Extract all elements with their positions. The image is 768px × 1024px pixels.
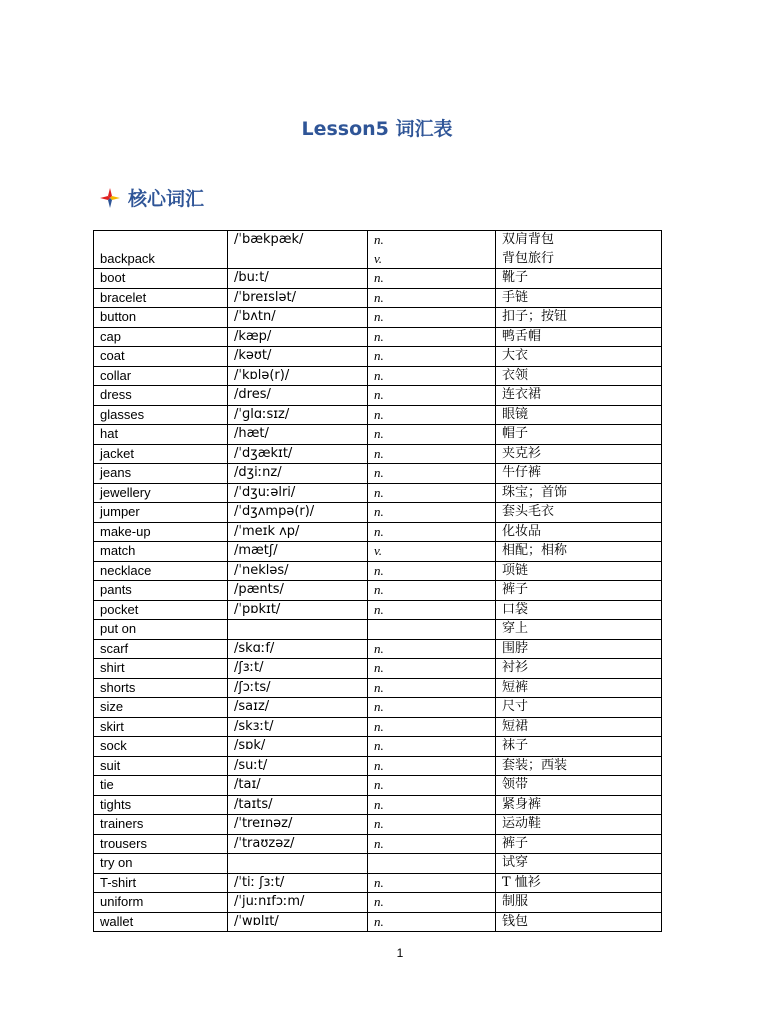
word-cell: pocket xyxy=(94,600,228,620)
part-of-speech-cell-line: n. xyxy=(374,679,384,695)
meaning-cell xyxy=(496,444,662,464)
table-row xyxy=(94,659,662,679)
ipa-cell-line: /taɪ/ xyxy=(234,777,261,792)
ipa-cell-line: /hæt/ xyxy=(234,426,269,441)
table-row xyxy=(94,347,662,367)
ipa-cell xyxy=(228,405,368,425)
part-of-speech-cell xyxy=(368,503,496,523)
table-row xyxy=(94,698,662,718)
meaning-cell xyxy=(496,600,662,620)
word-cell: skirt xyxy=(94,717,228,737)
meaning-cell-line: 手链 xyxy=(502,289,529,305)
part-of-speech-cell xyxy=(368,776,496,796)
table-row xyxy=(94,737,662,757)
ipa-cell xyxy=(228,542,368,562)
ipa-cell xyxy=(228,698,368,718)
ipa-cell-line: /dres/ xyxy=(234,387,271,402)
meaning-cell xyxy=(496,893,662,913)
meaning-cell xyxy=(496,561,662,581)
meaning-cell xyxy=(496,639,662,659)
part-of-speech-cell xyxy=(368,639,496,659)
meaning-cell xyxy=(496,425,662,445)
meaning-cell-line: 靴子 xyxy=(502,270,529,285)
ipa-cell-line: /ˈjuːnɪfɔːm/ xyxy=(234,894,305,909)
ipa-cell xyxy=(228,912,368,932)
ipa-cell xyxy=(228,231,368,269)
part-of-speech-cell xyxy=(368,873,496,893)
ipa-cell-line: /ˈbækpæk/ xyxy=(234,232,304,247)
part-of-speech-cell-line: n. xyxy=(374,757,384,773)
part-of-speech-cell xyxy=(368,620,496,640)
table-row xyxy=(94,386,662,406)
part-of-speech-cell-line: n. xyxy=(374,484,384,500)
meaning-cell xyxy=(496,795,662,815)
ipa-cell-line: /skɑːf/ xyxy=(234,640,275,656)
ipa-cell xyxy=(228,717,368,737)
word-cell: put on xyxy=(94,620,228,640)
ipa-cell xyxy=(228,503,368,523)
ipa-cell xyxy=(228,366,368,386)
meaning-cell xyxy=(496,503,662,523)
part-of-speech-cell xyxy=(368,717,496,737)
part-of-speech-cell xyxy=(368,698,496,718)
meaning-cell xyxy=(496,776,662,796)
table-row xyxy=(94,269,662,289)
ipa-cell xyxy=(228,795,368,815)
meaning-cell-line: 项链 xyxy=(502,562,529,578)
table-row xyxy=(94,854,662,874)
ipa-cell xyxy=(228,386,368,406)
part-of-speech-cell-line: n. xyxy=(374,270,384,285)
word-cell: boot xyxy=(94,269,228,289)
table-row xyxy=(94,873,662,893)
ipa-cell-line xyxy=(234,854,361,873)
part-of-speech-cell xyxy=(368,444,496,464)
ipa-cell-line: /ˈkɒlə(r)/ xyxy=(234,367,290,383)
word-cell: scarf xyxy=(94,639,228,659)
table-row xyxy=(94,893,662,913)
part-of-speech-cell xyxy=(368,834,496,854)
table-row xyxy=(94,366,662,386)
part-of-speech-cell-line: n. xyxy=(374,348,384,363)
part-of-speech-cell-line xyxy=(374,620,489,639)
word-cell: necklace xyxy=(94,561,228,581)
table-row xyxy=(94,717,662,737)
ipa-cell-line: /ˈwɒlɪt/ xyxy=(234,913,279,929)
ipa-cell xyxy=(228,581,368,601)
table-row xyxy=(94,776,662,796)
meaning-cell-line: 裤子 xyxy=(502,582,529,597)
part-of-speech-cell-line xyxy=(374,854,489,873)
table-row xyxy=(94,464,662,484)
part-of-speech-cell xyxy=(368,464,496,484)
meaning-cell-line: 套装；西装 xyxy=(502,757,568,773)
word-cell: sock xyxy=(94,737,228,757)
table-row xyxy=(94,308,662,328)
meaning-cell-line: T 恤衫 xyxy=(502,874,541,890)
meaning-cell-line: 短裙 xyxy=(502,718,529,734)
ipa-cell-line: /ˈpɒkɪt/ xyxy=(234,601,281,617)
table-row xyxy=(94,678,662,698)
word-cell: suit xyxy=(94,756,228,776)
meaning-cell-line: 试穿 xyxy=(502,855,529,870)
ipa-cell xyxy=(228,678,368,698)
page-title: Lesson5 词汇表 xyxy=(301,118,453,140)
ipa-cell-line: /sɒk/ xyxy=(234,738,266,753)
ipa-cell-line xyxy=(234,620,361,639)
part-of-speech-cell-line: n. xyxy=(374,582,384,597)
table-row xyxy=(94,581,662,601)
meaning-cell-line: 化妆品 xyxy=(502,523,542,539)
part-of-speech-cell xyxy=(368,483,496,503)
meaning-cell xyxy=(496,269,662,289)
part-of-speech-cell-line: n. xyxy=(374,465,384,480)
meaning-cell-line: 相配；相称 xyxy=(502,543,568,558)
meaning-cell xyxy=(496,698,662,718)
meaning-cell-line: 穿上 xyxy=(502,621,529,636)
word-cell: hat xyxy=(94,425,228,445)
part-of-speech-cell xyxy=(368,308,496,328)
ipa-cell xyxy=(228,600,368,620)
table-row xyxy=(94,542,662,562)
word-cell: tights xyxy=(94,795,228,815)
meaning-cell xyxy=(496,620,662,640)
ipa-cell xyxy=(228,308,368,328)
part-of-speech-cell-line: n. xyxy=(374,796,384,812)
part-of-speech-cell-line: n. xyxy=(374,426,384,441)
table-row xyxy=(94,756,662,776)
meaning-cell-line: 袜子 xyxy=(502,738,529,753)
part-of-speech-cell xyxy=(368,347,496,367)
meaning-cell xyxy=(496,815,662,835)
meaning-cell xyxy=(496,873,662,893)
meaning-cell xyxy=(496,912,662,932)
table-row xyxy=(94,912,662,932)
four-point-star-icon xyxy=(100,188,120,208)
ipa-cell-line: /buːt/ xyxy=(234,270,269,285)
part-of-speech-cell-line: n. xyxy=(374,816,384,831)
meaning-cell-line: 制服 xyxy=(502,894,529,909)
meaning-cell-line: 尺寸 xyxy=(502,699,529,714)
meaning-cell xyxy=(496,717,662,737)
word-cell: wallet xyxy=(94,912,228,932)
meaning-cell xyxy=(496,678,662,698)
meaning-cell xyxy=(496,464,662,484)
part-of-speech-cell-line: n. xyxy=(374,232,384,247)
table-row xyxy=(94,620,662,640)
part-of-speech-cell xyxy=(368,600,496,620)
part-of-speech-cell xyxy=(368,231,496,269)
ipa-cell xyxy=(228,483,368,503)
ipa-cell xyxy=(228,659,368,679)
meaning-cell xyxy=(496,386,662,406)
word-cell: dress xyxy=(94,386,228,406)
part-of-speech-cell-line: n. xyxy=(374,874,384,890)
part-of-speech-cell xyxy=(368,542,496,562)
ipa-cell-line: /ˈbreɪslət/ xyxy=(234,289,296,305)
meaning-cell-line: 套头毛衣 xyxy=(502,504,555,519)
part-of-speech-cell xyxy=(368,386,496,406)
ipa-cell-line: /ˈdʒækɪt/ xyxy=(234,445,293,461)
ipa-cell-line xyxy=(234,250,361,269)
vocabulary-table xyxy=(93,230,662,932)
table-row xyxy=(94,834,662,854)
word-cell: match xyxy=(94,542,228,562)
part-of-speech-cell-line: n. xyxy=(374,562,384,578)
meaning-cell-line: 衬衫 xyxy=(502,660,529,675)
part-of-speech-cell-line: n. xyxy=(374,367,384,383)
table-row xyxy=(94,483,662,503)
ipa-cell-line: /ˈɡlɑːsɪz/ xyxy=(234,406,290,422)
ipa-cell xyxy=(228,269,368,289)
word-cell: make-up xyxy=(94,522,228,542)
ipa-cell xyxy=(228,776,368,796)
part-of-speech-cell xyxy=(368,815,496,835)
meaning-cell xyxy=(496,483,662,503)
word-cell: jumper xyxy=(94,503,228,523)
part-of-speech-cell xyxy=(368,756,496,776)
part-of-speech-cell xyxy=(368,327,496,347)
ipa-cell xyxy=(228,464,368,484)
meaning-cell-line: 紧身裤 xyxy=(502,796,542,812)
part-of-speech-cell xyxy=(368,522,496,542)
word-cell: collar xyxy=(94,366,228,386)
part-of-speech-cell xyxy=(368,269,496,289)
word-cell: backpack xyxy=(94,231,228,269)
ipa-cell xyxy=(228,444,368,464)
meaning-cell xyxy=(496,327,662,347)
meaning-cell xyxy=(496,347,662,367)
part-of-speech-cell-line: n. xyxy=(374,601,384,617)
ipa-cell-line: /mætʃ/ xyxy=(234,543,278,558)
meaning-cell-line: 牛仔裤 xyxy=(502,465,542,480)
part-of-speech-cell xyxy=(368,854,496,874)
word-cell: jewellery xyxy=(94,483,228,503)
word-cell: jeans xyxy=(94,464,228,484)
ipa-cell-line: /suːt/ xyxy=(234,757,268,773)
word-cell: trainers xyxy=(94,815,228,835)
table-row xyxy=(94,639,662,659)
part-of-speech-cell xyxy=(368,561,496,581)
part-of-speech-cell-line: n. xyxy=(374,387,384,402)
part-of-speech-cell xyxy=(368,737,496,757)
part-of-speech-cell-line: n. xyxy=(374,504,384,519)
meaning-cell xyxy=(496,834,662,854)
ipa-cell xyxy=(228,327,368,347)
word-cell: coat xyxy=(94,347,228,367)
ipa-cell xyxy=(228,620,368,640)
meaning-cell-line: 短裤 xyxy=(502,679,529,695)
table-row xyxy=(94,795,662,815)
table-row xyxy=(94,600,662,620)
part-of-speech-cell xyxy=(368,659,496,679)
meaning-cell-line: 珠宝；首饰 xyxy=(502,484,568,500)
meaning-cell xyxy=(496,737,662,757)
meaning-cell-line: 扣子；按钮 xyxy=(502,309,568,324)
table-row xyxy=(94,561,662,581)
meaning-cell-line: 运动鞋 xyxy=(502,816,542,831)
part-of-speech-cell-line: n. xyxy=(374,328,384,344)
table-row xyxy=(94,288,662,308)
part-of-speech-cell xyxy=(368,366,496,386)
ipa-cell-line: /dʒiːnz/ xyxy=(234,465,282,480)
table-row xyxy=(94,231,662,269)
ipa-cell-line: /ˈbʌtn/ xyxy=(234,309,276,324)
part-of-speech-cell-line: n. xyxy=(374,660,384,675)
part-of-speech-cell-line: n. xyxy=(374,445,384,461)
ipa-cell-line: /ˈdʒʌmpə(r)/ xyxy=(234,504,315,519)
ipa-cell xyxy=(228,737,368,757)
part-of-speech-cell-line: n. xyxy=(374,777,384,792)
part-of-speech-cell-line: n. xyxy=(374,718,384,734)
meaning-cell-line: 裤子 xyxy=(502,835,529,851)
meaning-cell xyxy=(496,288,662,308)
word-cell: pants xyxy=(94,581,228,601)
ipa-cell xyxy=(228,834,368,854)
ipa-cell xyxy=(228,854,368,874)
ipa-cell-line: /skɜːt/ xyxy=(234,718,274,734)
ipa-cell-line: /ˈnekləs/ xyxy=(234,562,289,578)
ipa-cell-line: /taɪts/ xyxy=(234,796,273,812)
part-of-speech-cell-line: n. xyxy=(374,738,384,753)
ipa-cell-line: /ˈtiː ʃɜːt/ xyxy=(234,874,285,890)
part-of-speech-cell-line: v. xyxy=(374,543,383,558)
meaning-cell-line: 钱包 xyxy=(502,913,529,929)
table-row xyxy=(94,444,662,464)
word-cell: button xyxy=(94,308,228,328)
ipa-cell-line: /pænts/ xyxy=(234,582,284,597)
ipa-cell xyxy=(228,425,368,445)
word-cell: jacket xyxy=(94,444,228,464)
meaning-cell-line: 眼镜 xyxy=(502,406,529,422)
meaning-cell-line: 夹克衫 xyxy=(502,445,542,461)
table-row xyxy=(94,815,662,835)
word-cell: tie xyxy=(94,776,228,796)
meaning-cell-line: 衣领 xyxy=(502,367,529,383)
word-cell: uniform xyxy=(94,893,228,913)
meaning-cell-line: 大衣 xyxy=(502,348,529,363)
part-of-speech-cell xyxy=(368,288,496,308)
part-of-speech-cell-line: n. xyxy=(374,894,384,909)
meaning-cell-line: 鸭舌帽 xyxy=(502,328,542,344)
meaning-cell xyxy=(496,854,662,874)
part-of-speech-cell-line: n. xyxy=(374,640,384,656)
part-of-speech-cell xyxy=(368,425,496,445)
part-of-speech-cell-line: v. xyxy=(374,250,383,266)
table-row xyxy=(94,405,662,425)
ipa-cell xyxy=(228,756,368,776)
meaning-cell-line: 双肩背包 xyxy=(502,232,555,247)
word-cell: shorts xyxy=(94,678,228,698)
part-of-speech-cell-line: n. xyxy=(374,289,384,305)
ipa-cell-line: /ˈtreɪnəz/ xyxy=(234,816,293,831)
meaning-cell xyxy=(496,756,662,776)
word-cell: size xyxy=(94,698,228,718)
part-of-speech-cell-line: n. xyxy=(374,913,384,929)
ipa-cell xyxy=(228,347,368,367)
word-cell: cap xyxy=(94,327,228,347)
meaning-cell-line: 背包旅行 xyxy=(502,250,555,266)
meaning-cell xyxy=(496,231,662,269)
meaning-cell xyxy=(496,581,662,601)
meaning-cell xyxy=(496,542,662,562)
ipa-cell-line: /ˈmeɪk ʌp/ xyxy=(234,523,300,539)
ipa-cell-line: /ˈtraʊzəz/ xyxy=(234,835,295,851)
part-of-speech-cell xyxy=(368,795,496,815)
ipa-cell-line: /saɪz/ xyxy=(234,699,270,714)
part-of-speech-cell-line: n. xyxy=(374,406,384,422)
part-of-speech-cell xyxy=(368,912,496,932)
word-cell: glasses xyxy=(94,405,228,425)
part-of-speech-cell xyxy=(368,581,496,601)
meaning-cell-line: 口袋 xyxy=(502,601,529,617)
part-of-speech-cell-line: n. xyxy=(374,699,384,714)
meaning-cell xyxy=(496,308,662,328)
word-cell: T-shirt xyxy=(94,873,228,893)
ipa-cell xyxy=(228,288,368,308)
section-heading: 核心词汇 xyxy=(128,188,205,210)
ipa-cell-line: /ˈdʒuːəlri/ xyxy=(234,484,296,500)
meaning-cell-line: 帽子 xyxy=(502,426,529,441)
table-row xyxy=(94,503,662,523)
table-row xyxy=(94,327,662,347)
ipa-cell xyxy=(228,873,368,893)
part-of-speech-cell xyxy=(368,893,496,913)
ipa-cell xyxy=(228,639,368,659)
ipa-cell xyxy=(228,561,368,581)
ipa-cell xyxy=(228,522,368,542)
section-header xyxy=(100,184,204,211)
ipa-cell-line: /ʃɔːts/ xyxy=(234,679,271,695)
word-cell: try on xyxy=(94,854,228,874)
table-row xyxy=(94,522,662,542)
part-of-speech-cell-line: n. xyxy=(374,835,384,851)
ipa-cell xyxy=(228,893,368,913)
part-of-speech-cell-line: n. xyxy=(374,309,384,324)
meaning-cell-line: 围脖 xyxy=(502,640,529,656)
meaning-cell xyxy=(496,659,662,679)
meaning-cell xyxy=(496,366,662,386)
part-of-speech-cell xyxy=(368,405,496,425)
part-of-speech-cell xyxy=(368,678,496,698)
part-of-speech-cell-line: n. xyxy=(374,523,384,539)
ipa-cell-line: /ʃɜːt/ xyxy=(234,660,264,675)
word-cell: bracelet xyxy=(94,288,228,308)
meaning-cell xyxy=(496,405,662,425)
word-cell: trousers xyxy=(94,834,228,854)
ipa-cell xyxy=(228,815,368,835)
meaning-cell xyxy=(496,522,662,542)
word-cell: shirt xyxy=(94,659,228,679)
page-number: 1 xyxy=(396,946,404,960)
ipa-cell-line: /kəʊt/ xyxy=(234,348,272,363)
table-row xyxy=(94,425,662,445)
ipa-cell-line: /kæp/ xyxy=(234,328,272,344)
meaning-cell-line: 领带 xyxy=(502,777,529,792)
meaning-cell-line: 连衣裙 xyxy=(502,387,542,402)
